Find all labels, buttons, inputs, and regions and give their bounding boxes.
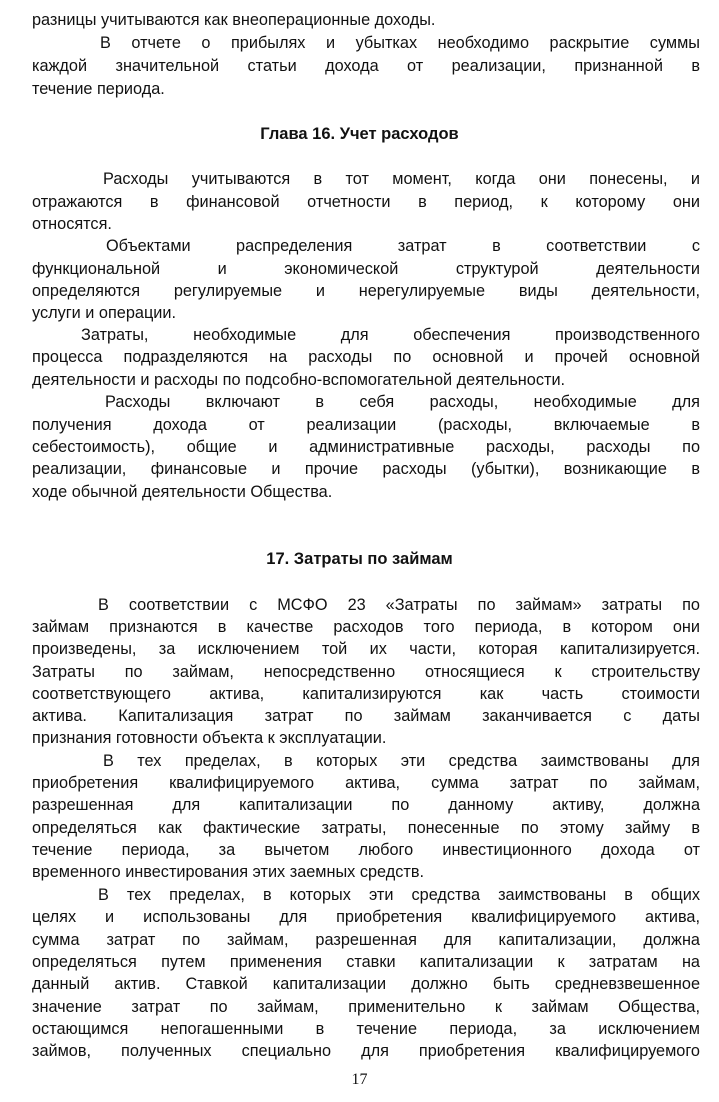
text-line: соответствующего актива, капитализируются как часть стоимости — [32, 685, 700, 703]
text-line: значение затрат по займам, применительно к займам Общества, — [32, 998, 700, 1016]
text-line: актива. Капитализация затрат по займам заканчивается с даты — [32, 707, 700, 725]
text-line: признания готовности объекта к эксплуатации. — [32, 729, 387, 747]
text-line: течение периода. — [32, 80, 165, 98]
chapter-16-heading: Глава 16. Учет расходов — [260, 125, 459, 143]
text-line: Объектами распределения затрат в соответствии с — [106, 237, 700, 255]
text-line: определяться как фактические затраты, понесенные по этому займу в — [32, 819, 700, 837]
text-line: деятельности и расходы по подсобно-вспомогательной деятельности. — [32, 371, 566, 389]
text-line: разницы учитываются как внеоперационные доходы. — [32, 11, 436, 29]
text-line: В тех пределах, в которых эти средства заимствованы в общих — [98, 886, 700, 904]
text-line: относятся. — [32, 215, 112, 233]
text-line: ходе обычной деятельности Общества. — [32, 483, 333, 501]
text-line: Расходы учитываются в тот момент, когда они понесены, и — [103, 170, 700, 188]
text-line: получения дохода от реализации (расходы, включаемые в — [32, 416, 700, 434]
text-line: Затраты, необходимые для обеспечения производственного — [81, 326, 700, 344]
text-line: течение периода, за вычетом любого инвестиционного дохода от — [32, 841, 700, 859]
text-line: данный актив. Ставкой капитализации должно быть средневзвешенное — [32, 975, 700, 993]
text-line: целях и использованы для приобретения квалифицируемого актива, — [32, 908, 700, 926]
text-line: каждой значительной статьи дохода от реализации, признанной в — [32, 57, 700, 75]
text-line: услуги и операции. — [32, 304, 176, 322]
text-line: процесса подразделяются на расходы по основной и прочей основной — [32, 348, 700, 366]
chapter-17-heading: 17. Затраты по займам — [266, 550, 453, 568]
page-number: 17 — [351, 1071, 368, 1088]
text-line: функциональной и экономической структурой деятельности — [32, 260, 700, 278]
text-line: реализации, финансовые и прочие расходы (убытки), возникающие в — [32, 460, 700, 478]
text-line: разрешенная для капитализации по данному активу, должна — [32, 796, 700, 814]
text-line: определяться путем применения ставки капитализации к затратам на — [32, 953, 700, 971]
text-line: себестоимость), общие и административные расходы, расходы по — [32, 438, 700, 456]
text-line: займам признаются в качестве расходов того периода, в котором они — [32, 618, 700, 636]
text-line: Расходы включают в себя расходы, необходимые для — [105, 393, 700, 411]
text-line: Затраты по займам, непосредственно относящиеся к строительству — [32, 663, 700, 681]
text-line: произведены, за исключением той их части, которая капитализируется. — [32, 640, 700, 658]
text-line: В соответствии с МСФО 23 «Затраты по займам» затраты по — [98, 596, 700, 614]
text-line: временного инвестирования этих заемных средств. — [32, 863, 425, 881]
text-line: приобретения квалифицируемого актива, сумма затрат по займам, — [32, 774, 700, 792]
text-line: сумма затрат по займам, разрешенная для капитализации, должна — [32, 931, 700, 949]
text-line: отражаются в финансовой отчетности в период, к которому они — [32, 193, 700, 211]
text-line: займов, полученных специально для приобретения квалифицируемого — [32, 1042, 700, 1060]
text-line: определяются регулируемые и нерегулируемые виды деятельности, — [32, 282, 700, 300]
text-line: В тех пределах, в которых эти средства заимствованы для — [103, 752, 700, 770]
text-line: В отчете о прибылях и убытках необходимо раскрытие суммы — [100, 34, 700, 52]
text-line: остающимся непогашенными в течение периода, за исключением — [32, 1020, 700, 1038]
